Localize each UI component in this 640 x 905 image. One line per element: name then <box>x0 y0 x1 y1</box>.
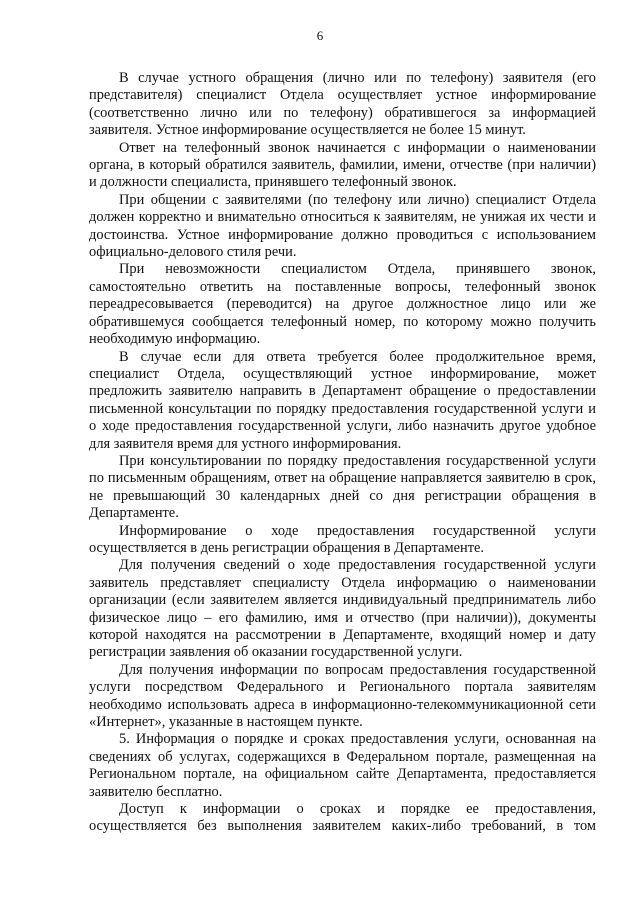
paragraph: При консультировании по порядку предоставления государственной услуги по письменным обращениям, ответ на обращение направляется заявителю в срок, не превышающий 30 календарных дней со дня регистрации обращения в Департаменте. <box>89 452 596 522</box>
paragraph: В случае если для ответа требуется более продолжительное время, специалист Отдела, осуществляющий устное информирование, может предложить заявителю направить в Департамент обращение о предоставлении письменной консультации по порядку предоставления государственной услуги и о ходе предоставления государственной услуги, либо назначить другое удобное для заявителя время для устного информирования. <box>89 348 596 452</box>
paragraph: Для получения сведений о ходе предоставления государственной услуги заявитель представляет специалисту Отдела информацию о наименовании организации (если заявителем является индивидуальный предприниматель либо физическое лицо – его фамилию, имя и отчество (при наличии)), документы которой находятся на рассмотрении в Департаменте, входящий номер и дату регистрации заявления об оказании государственной услуги. <box>89 557 596 661</box>
paragraph: При невозможности специалистом Отдела, принявшего звонок, самостоятельно ответить на поставленные вопросы, телефонный звонок переадресовывается (переводится) на другое должностное лицо или же обратившемуся сообщается телефонный номер, по которому можно получить необходимую информацию. <box>89 261 596 348</box>
paragraph: 5. Информация о порядке и сроках предоставления услуги, основанная на сведениях об услугах, содержащихся в Федеральном портале, размещенная на Региональном портале, на официальном сайте Департамента, предоставляется заявителю бесплатно. <box>89 731 596 800</box>
paragraph-continued: Доступ к информации о сроках и порядке ее предоставления, осуществляется без выполнения заявителем каких-либо требований, в том <box>89 801 596 835</box>
paragraph: При общении с заявителями (по телефону или лично) специалист Отдела должен корректно и внимательно относиться к заявителям, не унижая их чести и достоинства. Устное информирование должно проводиться с использованием официально-делового стиля речи. <box>89 191 596 261</box>
paragraph: Для получения информации по вопросам предоставления государственной услуги посредством Федерального и Регионального портала заявителям необходимо использовать адреса в информационно-телекоммуникационной сети «Интернет», указанные в настоящем пункте. <box>89 661 596 731</box>
paragraph: В случае устного обращения (лично или по телефону) заявителя (его представителя) специалист Отдела осуществляет устное информирование (соответственно лично или по телефону) обратившегося за информацией заявителя. Устное информирование осуществляется не более 15 минут. <box>89 70 596 139</box>
paragraph: Ответ на телефонный звонок начинается с информации о наименовании органа, в который обратился заявитель, фамилии, имени, отчестве (при наличии) и должности специалиста, принявшего телефонный звонок. <box>89 139 596 191</box>
page-number: 6 <box>316 28 324 43</box>
paragraph: Информирование о ходе предоставления государственной услуги осуществляется в день регистрации обращения в Департаменте. <box>89 522 596 556</box>
document-body <box>89 70 596 836</box>
